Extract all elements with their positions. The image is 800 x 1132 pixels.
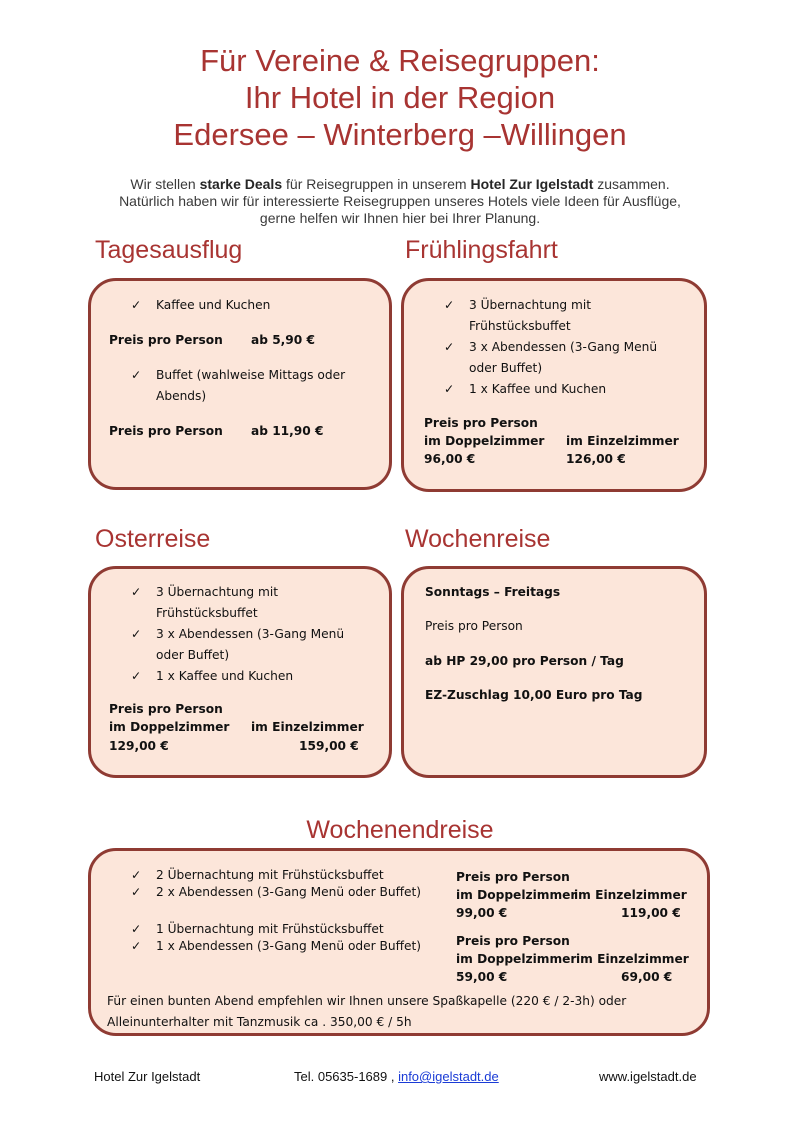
single-surcharge: EZ-Zuschlag 10,00 Euro pro Tag	[425, 688, 643, 702]
single-room-price: 69,00 €	[621, 970, 673, 984]
footer-phone: Tel. 05635-1689 ,	[294, 1069, 399, 1084]
days-label: Sonntags – Freitags	[425, 585, 561, 599]
check-icon: ✓	[444, 298, 455, 312]
fruehlingsfahrt-card	[401, 278, 707, 492]
item-text: Buffet (wahlweise Mittags oder	[156, 368, 346, 382]
intro-text	[0, 176, 800, 227]
price-label: Preis pro Person	[456, 934, 570, 948]
price-label: Preis pro Person	[425, 619, 523, 633]
item-text: oder Buffet)	[156, 648, 230, 662]
wochenendreise-card	[88, 848, 710, 1036]
footer-website[interactable]: www.igelstadt.de	[599, 1069, 697, 1084]
price-label: Preis pro Person	[109, 702, 223, 716]
item-text: 3 x Abendessen (3-Gang Menü	[469, 340, 658, 354]
wochenendreise-heading: Wochenendreise	[306, 816, 494, 844]
single-room-price: 159,00 €	[299, 739, 359, 753]
item-text: 1 x Abendessen (3-Gang Menü oder Buffet)	[156, 939, 422, 953]
price-label: Preis pro Person	[109, 424, 223, 438]
double-room-price: 96,00 €	[424, 452, 476, 466]
item-text: Frühstücksbuffet	[469, 319, 571, 333]
item-text: 3 x Abendessen (3-Gang Menü	[156, 627, 345, 641]
check-icon: ✓	[131, 368, 142, 382]
price-label: Preis pro Person	[424, 416, 538, 430]
title-line-1: Für Vereine & Reisegruppen:	[200, 43, 600, 78]
wochenreise-heading: Wochenreise	[405, 525, 551, 553]
intro-line-1	[0, 176, 800, 193]
intro-highlight-hotel: Hotel Zur Igelstadt	[470, 176, 594, 192]
check-icon: ✓	[131, 922, 142, 936]
check-icon: ✓	[131, 669, 142, 683]
osterreise-heading: Osterreise	[95, 525, 211, 553]
tagesausflug-heading: Tagesausflug	[95, 236, 243, 264]
item-text: 3 Übernachtung mit	[469, 298, 592, 312]
osterreise-card	[88, 566, 392, 778]
title-line-2: Ihr Hotel in der Region	[244, 80, 556, 115]
footer-contact	[294, 1069, 499, 1085]
item-text: Kaffee und Kuchen	[156, 298, 271, 312]
double-room-label: im Doppelzimmer	[456, 952, 577, 966]
item-text: 1 x Kaffee und Kuchen	[469, 382, 607, 396]
intro-text-part: zusammen.	[593, 176, 670, 192]
intro-line-2: Natürlich haben wir für interessierte Reisegruppen unseres Hotels viele Ideen für Ausflüge,	[119, 193, 681, 209]
double-room-price: 99,00 €	[456, 906, 508, 920]
item-text: 1 Übernachtung mit Frühstücksbuffet	[156, 922, 384, 936]
wochenreise-card	[401, 566, 707, 778]
single-room-label: im Einzelzimmer	[566, 434, 679, 448]
single-room-label: im Einzelzimmer	[576, 952, 689, 966]
entertainment-note-line-1: Für einen bunten Abend empfehlen wir Ihnen unsere Spaßkapelle (220 € / 2-3h) oder	[107, 994, 627, 1008]
check-icon: ✓	[131, 868, 142, 882]
double-room-label: im Doppelzimmer	[109, 720, 230, 734]
single-room-price: 119,00 €	[621, 906, 681, 920]
double-room-price: 59,00 €	[456, 970, 508, 984]
check-icon: ✓	[131, 585, 142, 599]
check-icon: ✓	[444, 382, 455, 396]
footer-hotel-name: Hotel Zur Igelstadt	[94, 1069, 201, 1084]
fruehlingsfahrt-heading: Frühlingsfahrt	[405, 236, 558, 264]
item-text: 2 x Abendessen (3-Gang Menü oder Buffet)	[156, 885, 422, 899]
item-text: 1 x Kaffee und Kuchen	[156, 669, 294, 683]
tagesausflug-card	[88, 278, 392, 490]
check-icon: ✓	[131, 298, 142, 312]
price-label: Preis pro Person	[109, 333, 223, 347]
half-board-price: ab HP 29,00 pro Person / Tag	[425, 654, 624, 668]
item-text: Frühstücksbuffet	[156, 606, 258, 620]
single-room-label: im Einzelzimmer	[574, 888, 687, 902]
double-room-label: im Doppelzimmer	[456, 888, 577, 902]
price-label: Preis pro Person	[456, 870, 570, 884]
item-text: 2 Übernachtung mit Frühstücksbuffet	[156, 868, 384, 882]
item-text: Abends)	[156, 389, 207, 403]
entertainment-note-line-2: Alleinunterhalter mit Tanzmusik ca . 350,00 € / 5h	[107, 1015, 412, 1029]
price-value: ab 5,90 €	[251, 333, 315, 347]
intro-line-3: gerne helfen wir Ihnen hier bei Ihrer Planung.	[259, 210, 541, 226]
intro-text-part: für Reisegruppen in unserem	[282, 176, 471, 192]
check-icon: ✓	[131, 627, 142, 641]
intro-highlight-deals: starke Deals	[199, 176, 283, 192]
single-room-price: 126,00 €	[566, 452, 626, 466]
page-title	[0, 42, 800, 153]
title-line-3: Edersee – Winterberg –Willingen	[173, 117, 627, 152]
double-room-price: 129,00 €	[109, 739, 169, 753]
check-icon: ✓	[131, 939, 142, 953]
double-room-label: im Doppelzimmer	[424, 434, 545, 448]
item-text: oder Buffet)	[469, 361, 543, 375]
price-value: ab 11,90 €	[251, 424, 324, 438]
intro-text-part: Wir stellen	[130, 176, 200, 192]
single-room-label: im Einzelzimmer	[251, 720, 364, 734]
check-icon: ✓	[131, 885, 142, 899]
check-icon: ✓	[444, 340, 455, 354]
footer-email-link[interactable]: info@igelstadt.de	[398, 1069, 499, 1084]
item-text: 3 Übernachtung mit	[156, 585, 279, 599]
